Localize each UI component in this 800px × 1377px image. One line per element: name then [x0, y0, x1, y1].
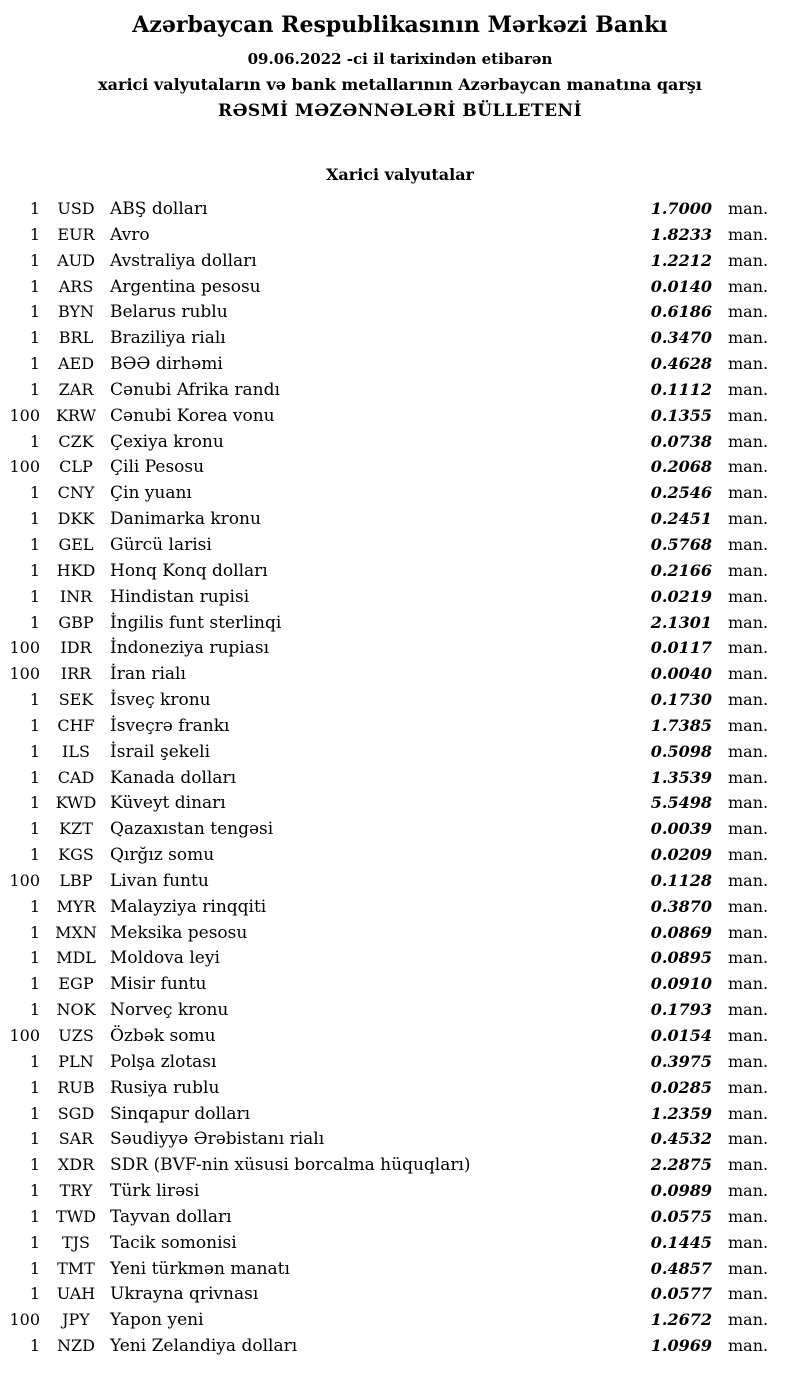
quantity-cell: 1 [29, 715, 40, 735]
currency-name-cell: Səudiyyə Ərəbistanı rialı [110, 1129, 325, 1150]
rate-value-cell: 1.7385 [650, 715, 712, 735]
rate-value-cell: 0.2546 [650, 483, 712, 503]
currency-code-cell: PLN [58, 1051, 94, 1071]
currency-table-row [0, 1126, 800, 1152]
quantity-cell: 1 [29, 974, 40, 994]
unit-label-cell: man. [728, 1103, 769, 1123]
rate-value-cell: 0.0117 [650, 638, 712, 658]
rate-value-cell: 0.5098 [650, 741, 712, 761]
currency-code-cell: RUB [57, 1077, 95, 1097]
unit-label-cell: man. [728, 690, 769, 710]
rate-value-cell: 0.1730 [650, 690, 712, 710]
currency-name-cell: Argentina pesosu [110, 276, 261, 297]
currency-code-cell: AUD [57, 250, 95, 270]
quantity-cell: 1 [29, 560, 40, 580]
unit-label-cell: man. [728, 483, 769, 503]
currency-code-cell: IDR [60, 638, 92, 658]
currency-table-row [0, 1230, 800, 1256]
currency-code-cell: BRL [58, 328, 94, 348]
rate-value-cell: 0.3470 [650, 328, 712, 348]
currency-table-row [0, 351, 800, 377]
rate-value-cell: 0.0219 [650, 586, 712, 606]
rate-value-cell: 0.2068 [650, 457, 712, 477]
currency-table-row [0, 558, 800, 584]
quantity-cell: 1 [29, 1258, 40, 1278]
currency-name-cell: Tacik somonisi [110, 1232, 237, 1253]
currency-code-cell: ZAR [58, 379, 94, 399]
rate-value-cell: 0.0910 [650, 974, 712, 994]
unit-label-cell: man. [728, 896, 769, 916]
currency-name-cell: Polşa zlotası [110, 1051, 217, 1072]
quantity-cell: 1 [29, 819, 40, 839]
currency-name-cell: Çili Pesosu [110, 457, 205, 478]
currency-code-cell: NZD [57, 1336, 95, 1356]
rate-value-cell: 0.0154 [650, 1026, 712, 1045]
quantity-cell: 1 [29, 612, 40, 632]
unit-label-cell: man. [728, 1077, 769, 1097]
currency-code-cell: NOK [56, 1000, 96, 1020]
currency-code-cell: CZK [58, 431, 94, 451]
unit-label-cell: man. [728, 1336, 769, 1356]
currency-table-row [0, 713, 800, 739]
currency-name-cell: Avro [110, 224, 150, 245]
quantity-cell: 1 [29, 1103, 40, 1123]
unit-label-cell: man. [728, 1284, 769, 1304]
rate-value-cell: 0.5768 [650, 534, 712, 554]
rate-value-cell: 0.3975 [650, 1051, 712, 1071]
unit-label-cell: man. [728, 1155, 769, 1175]
rate-value-cell: 0.2451 [650, 509, 712, 529]
currency-code-cell: CHF [57, 715, 95, 735]
unit-label-cell: man. [728, 974, 769, 994]
currency-table-row [0, 765, 800, 791]
currency-table-row [0, 506, 800, 532]
currency-name-cell: Sinqapur dolları [110, 1103, 251, 1124]
currency-table-row [0, 196, 800, 222]
currency-code-cell: ARS [58, 276, 94, 296]
quantity-cell: 1 [29, 690, 40, 710]
currency-code-cell: MDL [56, 948, 96, 968]
rate-value-cell: 0.0577 [650, 1284, 712, 1304]
currency-name-cell: Cənubi Korea vonu [110, 405, 275, 426]
currency-code-cell: MYR [56, 896, 96, 916]
quantity-cell: 1 [29, 845, 40, 865]
currency-code-cell: CLP [59, 457, 93, 477]
rate-value-cell: 0.1112 [650, 379, 712, 399]
currency-table-row [0, 997, 800, 1023]
rate-value-cell: 0.6186 [650, 302, 712, 322]
currency-name-cell: Yeni Zelandiya dolları [110, 1336, 298, 1357]
currency-table-row [0, 842, 800, 868]
currency-code-cell: USD [57, 199, 95, 218]
unit-label-cell: man. [728, 1000, 769, 1020]
currency-name-cell: Tayvan dolları [110, 1206, 232, 1227]
currency-code-cell: XDR [57, 1155, 95, 1175]
currency-table-row [0, 325, 800, 351]
quantity-cell: 1 [29, 379, 40, 399]
currency-code-cell: CNY [57, 483, 95, 503]
currency-name-cell: Avstraliya dolları [110, 250, 257, 271]
unit-label-cell: man. [728, 638, 769, 658]
currency-name-cell: Gürcü larisi [110, 534, 212, 555]
currency-name-cell: Cənubi Afrika randı [110, 379, 280, 400]
rate-value-cell: 2.2875 [650, 1155, 712, 1175]
rate-value-cell: 1.3539 [650, 767, 712, 787]
unit-label-cell: man. [728, 741, 769, 761]
currency-code-cell: KWD [55, 793, 97, 813]
unit-label-cell: man. [728, 767, 769, 787]
unit-label-cell: man. [728, 1129, 769, 1149]
unit-label-cell: man. [728, 948, 769, 968]
currency-table-row [0, 790, 800, 816]
unit-label-cell: man. [728, 793, 769, 813]
unit-label-cell: man. [728, 870, 769, 890]
quantity-cell: 1 [29, 741, 40, 761]
currency-name-cell: ABŞ dolları [110, 199, 208, 219]
currency-rate-table [0, 196, 800, 1359]
quantity-cell: 1 [29, 534, 40, 554]
currency-name-cell: BƏƏ dirhəmi [110, 354, 223, 375]
quantity-cell: 1 [29, 1155, 40, 1175]
quantity-cell: 1 [29, 302, 40, 322]
unit-label-cell: man. [728, 1206, 769, 1226]
quantity-cell: 100 [9, 870, 40, 890]
rate-value-cell: 5.5498 [650, 793, 712, 813]
currency-table-row [0, 1256, 800, 1282]
currency-name-cell: Rusiya rublu [110, 1077, 220, 1098]
currency-table-row [0, 894, 800, 920]
currency-name-cell: İsveçrə frankı [110, 715, 230, 736]
unit-label-cell: man. [728, 560, 769, 580]
quantity-cell: 1 [29, 354, 40, 374]
unit-label-cell: man. [728, 354, 769, 374]
currency-table-row [0, 1333, 800, 1359]
currency-table-row [0, 1281, 800, 1307]
currency-table-row [0, 1152, 800, 1178]
rate-value-cell: 0.1355 [650, 405, 712, 425]
unit-label-cell: man. [728, 457, 769, 477]
quantity-cell: 1 [29, 896, 40, 916]
quantity-cell: 1 [29, 224, 40, 244]
rate-value-cell: 1.2212 [650, 250, 712, 270]
currency-table-row [0, 816, 800, 842]
currency-name-cell: Norveç kronu [110, 1000, 229, 1021]
rate-value-cell: 0.0039 [650, 819, 712, 839]
currency-name-cell: Livan funtu [110, 870, 209, 891]
quantity-cell: 1 [29, 948, 40, 968]
currency-name-cell: İran rialı [110, 664, 186, 685]
quantity-cell: 1 [29, 1181, 40, 1201]
currency-name-cell: Çexiya kronu [110, 431, 224, 452]
quantity-cell: 100 [9, 664, 40, 684]
currency-code-cell: SGD [57, 1103, 95, 1123]
quantity-cell: 1 [29, 509, 40, 529]
currency-code-cell: CAD [57, 767, 95, 787]
currency-name-cell: Misir funtu [110, 974, 207, 995]
currency-name-cell: Türk lirəsi [110, 1181, 200, 1202]
currency-name-cell: Malayziya rinqqiti [110, 896, 267, 917]
currency-table-row [0, 584, 800, 610]
quantity-cell: 1 [29, 483, 40, 503]
currency-table-row [0, 1075, 800, 1101]
currency-name-cell: SDR (BVF-nin xüsusi borcalma hüquqları) [110, 1155, 471, 1176]
currency-name-cell: Kanada dolları [110, 767, 237, 788]
unit-label-cell: man. [728, 586, 769, 606]
quantity-cell: 1 [29, 1077, 40, 1097]
bulletin-title: RƏSMİ MƏZƏNNƏLƏRİ BÜLLETENİ [217, 101, 583, 121]
currency-code-cell: GEL [58, 534, 94, 554]
currency-table-row [0, 1178, 800, 1204]
currency-table-row [0, 480, 800, 506]
currency-code-cell: UZS [58, 1026, 94, 1045]
rate-value-cell: 0.1445 [650, 1232, 712, 1252]
quantity-cell: 100 [9, 1026, 40, 1045]
unit-label-cell: man. [728, 845, 769, 865]
currency-table-row [0, 687, 800, 713]
currency-code-cell: TRY [59, 1181, 93, 1201]
currency-table-row [0, 222, 800, 248]
currency-name-cell: Qazaxıstan tengəsi [110, 819, 274, 840]
currency-name-cell: Yapon yeni [110, 1310, 204, 1331]
unit-label-cell: man. [728, 199, 769, 218]
currency-table-row [0, 1049, 800, 1075]
rate-value-cell: 0.4628 [650, 354, 712, 374]
quantity-cell: 1 [29, 793, 40, 813]
currency-code-cell: AED [57, 354, 95, 374]
currency-table-row [0, 971, 800, 997]
unit-label-cell: man. [728, 1310, 769, 1330]
subtitle-line: xarici valyutaların və bank metallarının Azərbaycan manatına qarşı [98, 75, 702, 94]
currency-table-row [0, 945, 800, 971]
currency-table-row [0, 377, 800, 403]
unit-label-cell: man. [728, 379, 769, 399]
currency-name-cell: Özbək somu [110, 1026, 216, 1046]
quantity-cell: 1 [29, 1051, 40, 1071]
currency-table-row [0, 1307, 800, 1333]
currency-code-cell: SAR [58, 1129, 94, 1149]
quantity-cell: 1 [29, 922, 40, 942]
currency-code-cell: TWD [56, 1206, 96, 1226]
currency-code-cell: JPY [62, 1310, 90, 1330]
rate-value-cell: 0.0140 [650, 276, 712, 296]
currency-name-cell: Danimarka kronu [110, 509, 261, 530]
rate-value-cell: 0.0040 [650, 664, 712, 684]
quantity-cell: 1 [29, 1284, 40, 1304]
quantity-cell: 1 [29, 767, 40, 787]
currency-code-cell: TMT [57, 1258, 95, 1278]
unit-label-cell: man. [728, 302, 769, 322]
currency-name-cell: İsveç kronu [110, 690, 211, 711]
currency-code-cell: DKK [57, 509, 95, 529]
currency-code-cell: KGS [58, 845, 94, 865]
unit-label-cell: man. [728, 276, 769, 296]
currency-code-cell: SEK [58, 690, 94, 710]
currency-table-row [0, 920, 800, 946]
unit-label-cell: man. [728, 664, 769, 684]
quantity-cell: 1 [29, 1206, 40, 1226]
quantity-cell: 1 [29, 1336, 40, 1356]
currency-name-cell: Qırğız somu [110, 845, 215, 866]
quantity-cell: 1 [29, 1000, 40, 1020]
currency-table-row [0, 635, 800, 661]
rate-value-cell: 0.0989 [650, 1181, 712, 1201]
section-title-foreign-currencies: Xarici valyutalar [326, 165, 474, 184]
unit-label-cell: man. [728, 405, 769, 425]
currency-name-cell: Moldova leyi [110, 948, 220, 969]
unit-label-cell: man. [728, 1026, 769, 1045]
quantity-cell: 1 [29, 199, 40, 218]
rate-value-cell: 0.0869 [650, 922, 712, 942]
unit-label-cell: man. [728, 509, 769, 529]
rate-value-cell: 1.0969 [650, 1336, 712, 1356]
currency-name-cell: İsrail şekeli [110, 741, 210, 762]
currency-table-row [0, 532, 800, 558]
currency-code-cell: TJS [61, 1232, 91, 1252]
currency-name-cell: Meksika pesosu [110, 922, 248, 943]
currency-code-cell: BYN [57, 302, 95, 322]
bank-title: Azərbaycan Respublikasının Mərkəzi Bankı [132, 12, 668, 38]
currency-name-cell: Çin yuanı [110, 483, 192, 504]
currency-code-cell: UAH [56, 1284, 96, 1304]
rate-value-cell: 0.2166 [650, 560, 712, 580]
unit-label-cell: man. [728, 328, 769, 348]
rate-value-cell: 2.1301 [650, 612, 712, 632]
rate-value-cell: 0.4532 [650, 1129, 712, 1149]
currency-table-row [0, 299, 800, 325]
currency-table-row [0, 403, 800, 429]
currency-code-cell: LBP [59, 870, 93, 890]
rate-value-cell: 0.0285 [650, 1077, 712, 1097]
currency-code-cell: KZT [59, 819, 93, 839]
currency-code-cell: HKD [56, 560, 96, 580]
currency-table-row [0, 739, 800, 765]
currency-table-row [0, 1101, 800, 1127]
currency-table-row [0, 661, 800, 687]
quantity-cell: 1 [29, 431, 40, 451]
quantity-cell: 1 [29, 1232, 40, 1252]
currency-table-row [0, 454, 800, 480]
rate-value-cell: 0.3870 [650, 896, 712, 916]
quantity-cell: 100 [9, 405, 40, 425]
currency-table-row [0, 274, 800, 300]
currency-code-cell: EUR [57, 224, 95, 244]
rate-value-cell: 0.1793 [650, 1000, 712, 1020]
unit-label-cell: man. [728, 1181, 769, 1201]
quantity-cell: 100 [9, 1310, 40, 1330]
currency-code-cell: MXN [55, 922, 97, 942]
quantity-cell: 1 [29, 1129, 40, 1149]
currency-table-row [0, 429, 800, 455]
currency-name-cell: Ukrayna qrivnası [110, 1284, 259, 1305]
unit-label-cell: man. [728, 1051, 769, 1071]
currency-table-row [0, 248, 800, 274]
effective-date-line: 09.06.2022 -ci il tarixindən etibarən [247, 50, 553, 68]
currency-code-cell: IRR [60, 664, 92, 684]
currency-code-cell: ILS [62, 741, 90, 761]
rate-value-cell: 1.2672 [650, 1310, 712, 1330]
currency-name-cell: Belarus rublu [110, 302, 228, 323]
unit-label-cell: man. [728, 819, 769, 839]
unit-label-cell: man. [728, 431, 769, 451]
currency-name-cell: Hindistan rupisi [110, 586, 250, 607]
rate-value-cell: 0.0738 [650, 431, 712, 451]
rate-value-cell: 0.0209 [650, 845, 712, 865]
unit-label-cell: man. [728, 224, 769, 244]
currency-name-cell: İndoneziya rupiası [110, 638, 270, 659]
rate-value-cell: 0.0895 [650, 948, 712, 968]
rate-value-cell: 0.4857 [650, 1258, 712, 1278]
unit-label-cell: man. [728, 922, 769, 942]
currency-name-cell: İngilis funt sterlinqi [110, 612, 282, 633]
quantity-cell: 1 [29, 586, 40, 606]
rate-value-cell: 0.0575 [650, 1206, 712, 1226]
unit-label-cell: man. [728, 1232, 769, 1252]
quantity-cell: 100 [9, 638, 40, 658]
rate-value-cell: 1.8233 [650, 224, 712, 244]
rate-value-cell: 0.1128 [650, 870, 712, 890]
currency-name-cell: Honq Konq dolları [110, 560, 268, 581]
quantity-cell: 1 [29, 250, 40, 270]
currency-table-row [0, 868, 800, 894]
unit-label-cell: man. [728, 534, 769, 554]
currency-name-cell: Küveyt dinarı [110, 793, 226, 814]
rate-value-cell: 1.7000 [650, 199, 712, 218]
unit-label-cell: man. [728, 612, 769, 632]
currency-code-cell: EGP [58, 974, 94, 994]
currency-name-cell: Braziliya rialı [110, 328, 226, 349]
currency-code-cell: GBP [58, 612, 94, 632]
quantity-cell: 1 [29, 276, 40, 296]
unit-label-cell: man. [728, 1258, 769, 1278]
unit-label-cell: man. [728, 715, 769, 735]
currency-name-cell: Yeni türkmən manatı [110, 1258, 290, 1279]
currency-table-row [0, 1204, 800, 1230]
currency-table-row [0, 1023, 800, 1049]
currency-table-row [0, 610, 800, 636]
unit-label-cell: man. [728, 250, 769, 270]
currency-code-cell: INR [59, 586, 93, 606]
currency-code-cell: KRW [55, 405, 97, 425]
quantity-cell: 100 [9, 457, 40, 477]
rate-value-cell: 1.2359 [650, 1103, 712, 1123]
quantity-cell: 1 [29, 328, 40, 348]
